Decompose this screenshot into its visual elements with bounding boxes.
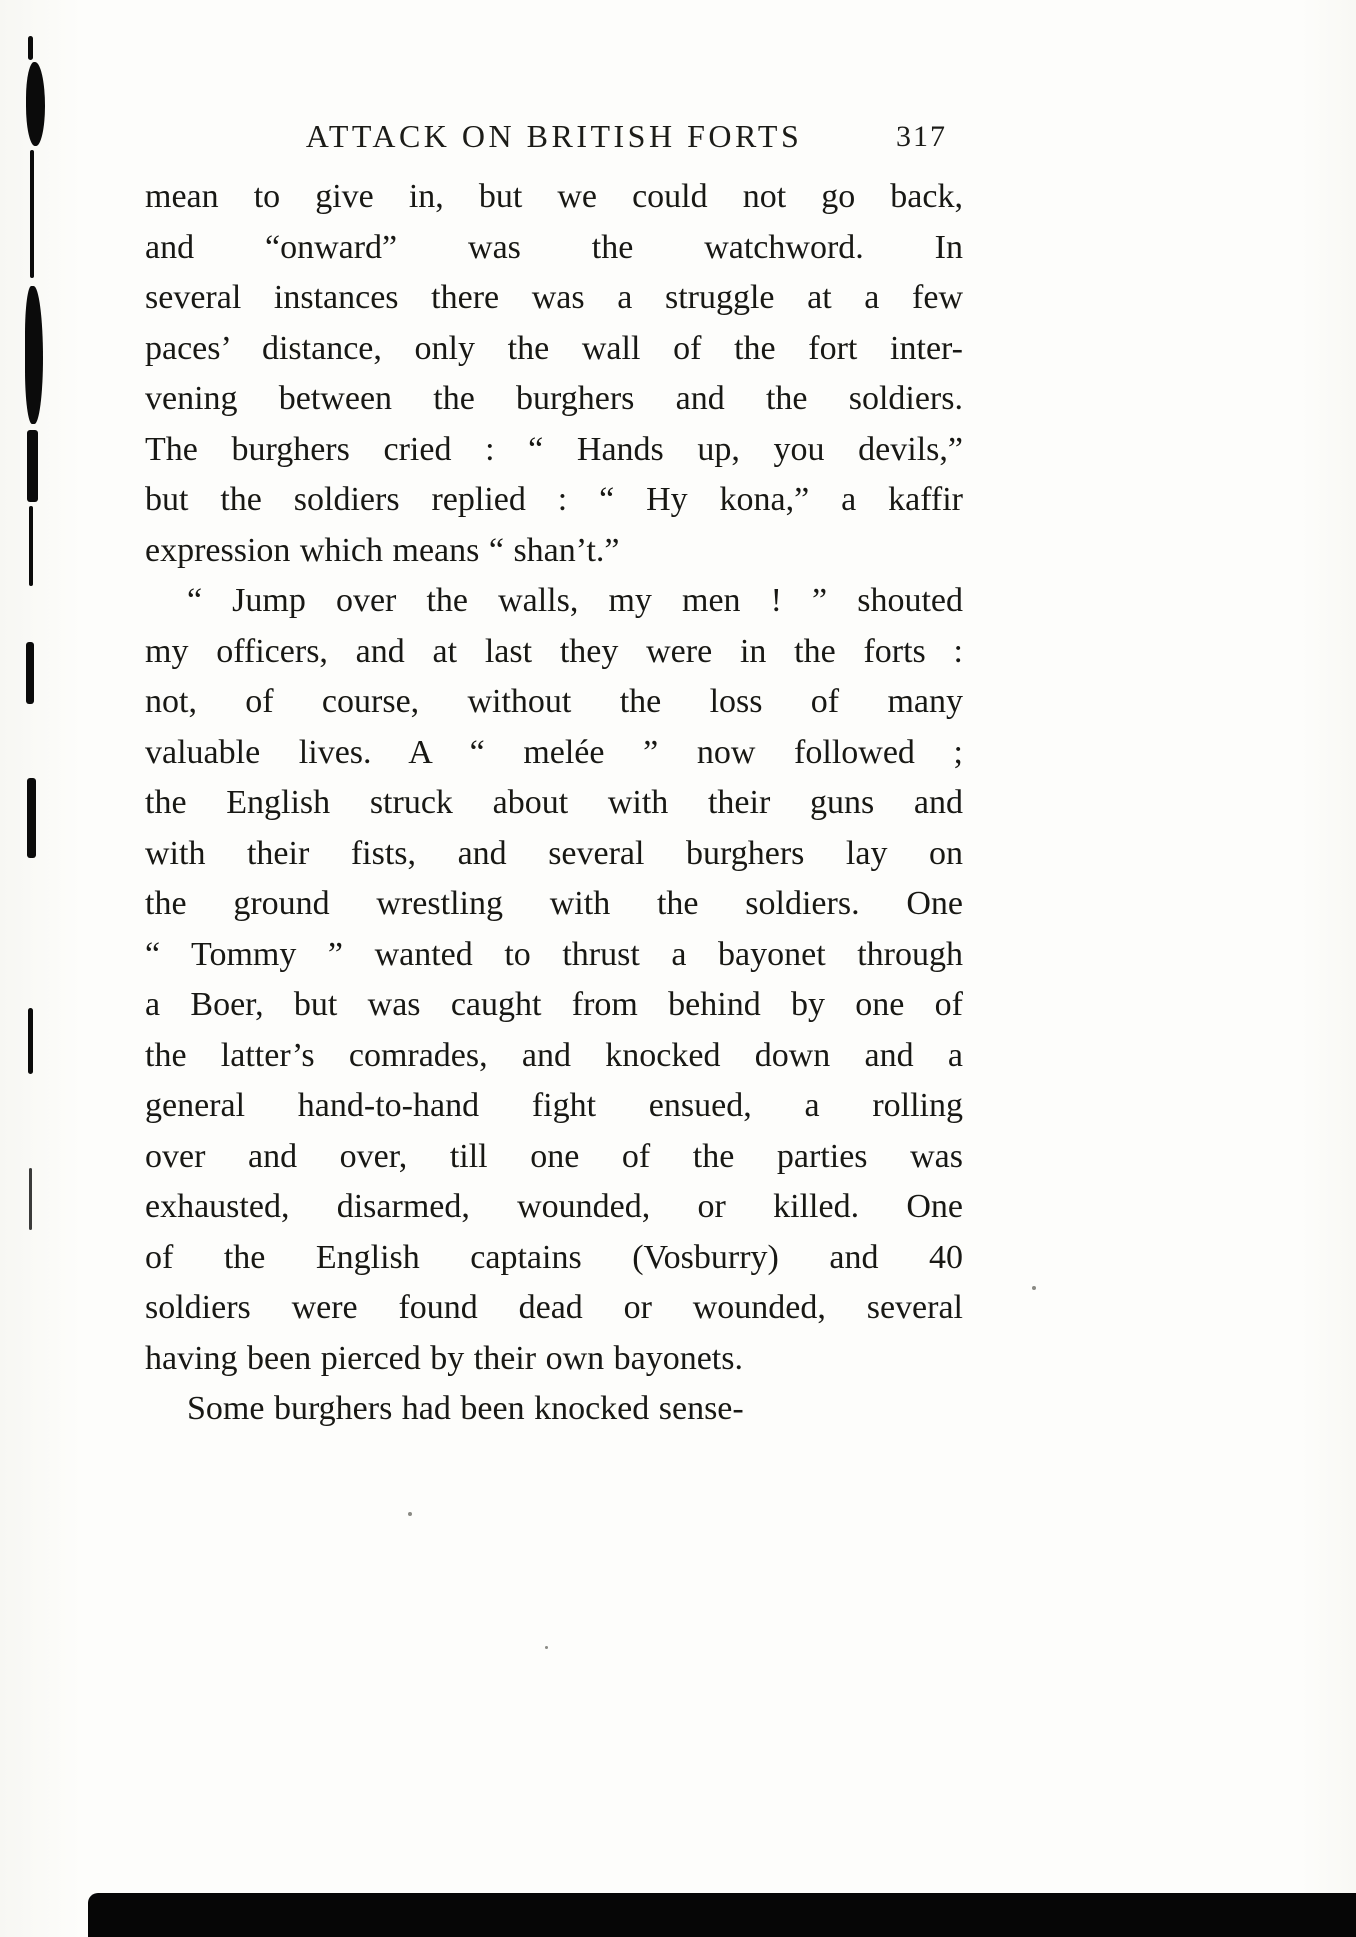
text-line: and “onward” was the watchword. In <box>145 228 963 266</box>
scan-speck <box>1032 1286 1036 1290</box>
text-line: a Boer, but was caught from behind by one of <box>145 986 963 1023</box>
text-line: valuable lives. A “ melée ” now followed ; <box>145 733 963 771</box>
text-line: with their fists, and several burghers lay on <box>145 834 963 872</box>
text-line: over and over, till one of the parties was <box>145 1137 963 1175</box>
scan-edge-bar <box>88 1893 1356 1937</box>
ink-mark <box>30 150 34 278</box>
ink-mark <box>27 430 38 502</box>
ink-mark <box>29 506 33 586</box>
text-line: Some burghers had been knocked sense- <box>187 1390 744 1427</box>
page-header <box>145 118 963 168</box>
text-line: “ Tommy ” wanted to thrust a bayonet through <box>145 935 963 973</box>
text-line: soldiers were found dead or wounded, several <box>145 1289 963 1326</box>
text-line: exhausted, disarmed, wounded, or killed. One <box>145 1188 963 1225</box>
text-line: “ Jump over the walls, my men ! ” shouted <box>187 582 963 619</box>
scan-speck <box>545 1646 548 1649</box>
ink-mark <box>28 1008 33 1074</box>
text-block <box>145 172 963 1435</box>
text-line: the ground wrestling with the soldiers. One <box>145 885 963 922</box>
text-line: general hand-to-hand fight ensued, a rolling <box>145 1087 963 1124</box>
ink-mark <box>28 36 33 60</box>
ink-mark <box>25 286 43 424</box>
text-line: paces’ distance, only the wall of the fort inter- <box>145 329 963 367</box>
text-line: of the English captains (Vosburry) and 40 <box>145 1238 963 1276</box>
scan-speck <box>408 1512 412 1516</box>
text-line: my officers, and at last they were in the forts : <box>145 632 963 670</box>
ink-mark <box>26 62 45 146</box>
text-line: several instances there was a struggle at a few <box>145 279 963 316</box>
running-head: ATTACK ON BRITISH FORTS <box>305 118 803 154</box>
text-line: not, of course, without the loss of many <box>145 683 963 720</box>
text-line: vening between the burghers and the soldiers. <box>145 380 963 417</box>
ink-mark <box>26 642 34 704</box>
ink-mark <box>27 778 36 858</box>
text-line: having been pierced by their own bayonets. <box>145 1339 743 1377</box>
text-line: The burghers cried : “ Hands up, you devils,” <box>145 430 963 468</box>
page-number: 317 <box>896 120 947 153</box>
text-line: but the soldiers replied : “ Hy kona,” a kaffir <box>145 481 963 518</box>
text-line: the latter’s comrades, and knocked down and a <box>145 1036 963 1074</box>
ink-mark <box>29 1168 32 1230</box>
text-line: mean to give in, but we could not go back, <box>145 178 963 215</box>
text-line: expression which means “ shan’t.” <box>145 531 620 569</box>
text-line: the English struck about with their guns and <box>145 784 963 821</box>
